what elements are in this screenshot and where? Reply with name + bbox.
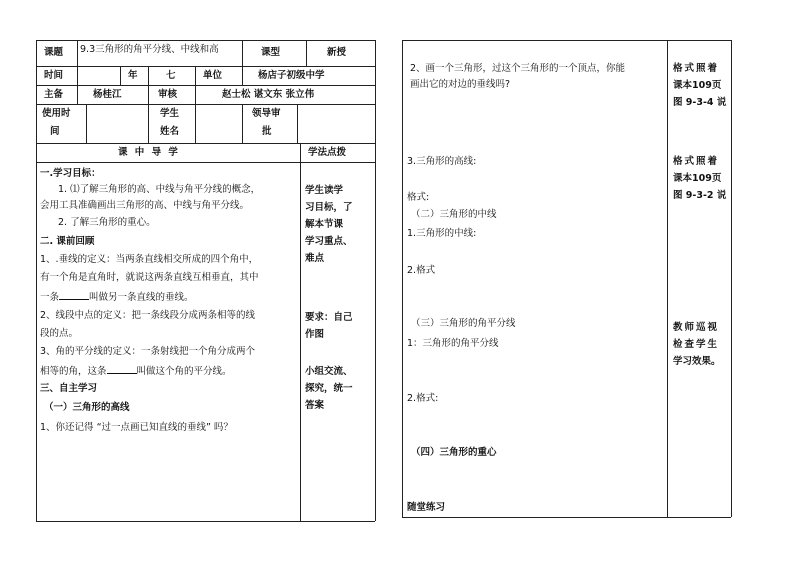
objective-1b: 会用工具准确画出三角形的高、中线与角平分线。 [40, 200, 250, 211]
side-note-3b: 检查学生 [673, 339, 720, 350]
review-heading: 二. 课前回顾 [40, 236, 95, 247]
question-2b: 画出它的对边的垂线吗? [410, 79, 511, 90]
section-heading-guide: 课 中 导 学 [118, 147, 180, 158]
usage-time-key-2: 间 [50, 126, 60, 137]
note-8: 小组交流、 [305, 366, 353, 377]
student-key: 学生 [160, 108, 180, 119]
lesson-topic: 9.3三角形的角平分线、中线和高 [80, 44, 219, 55]
bisector-heading: （三）三角形的角平分线 [411, 318, 516, 329]
median-line: 1.三角形的中线: [407, 228, 477, 239]
question-2a: 2、画一个三角形，过这个三角形的一个顶点，你能 [410, 63, 626, 74]
side-note-2b: 课本109页 [673, 173, 722, 184]
note-7: 作图 [305, 329, 325, 340]
reviewer-key: 审核 [158, 89, 178, 100]
review-2b: 段的点。 [40, 328, 79, 339]
centroid-heading: （四）三角形的重心 [411, 447, 497, 458]
author-key: 主备 [44, 89, 64, 100]
note-5: 难点 [305, 253, 325, 264]
unit-value: 杨店子初级中学 [258, 70, 325, 81]
format-label-2: 2.格式 [407, 265, 436, 276]
format-label-1: 格式: [407, 192, 430, 203]
note-9: 探究，统一 [305, 383, 353, 394]
median-heading: （二）三角形的中线 [411, 209, 497, 220]
topic-key: 课题 [44, 47, 64, 58]
altitude-heading: （一）三角形的高线 [44, 402, 130, 413]
leader-approval-key: 领导审 [252, 108, 281, 119]
usage-time-key: 使用时 [42, 108, 71, 119]
side-note-2a: 格式照着 [673, 156, 720, 167]
review-2a: 2、线段中点的定义：把一条线段分成两条相等的线 [40, 310, 256, 321]
question-1: 1、你还记得 “过一点画已知直线的垂线” 吗？ [40, 422, 233, 433]
bisector-line: 1：三角形的角平分线 [407, 338, 499, 349]
objectives-heading: 一.学习目标： [40, 168, 101, 179]
year-key: 年 [128, 70, 138, 81]
self-study-heading: 三、自主学习 [40, 383, 98, 394]
objective-1a: 1. ⑴了解三角形的高、中线与角平分线的概念， [58, 184, 261, 195]
author-value: 杨桂江 [93, 89, 122, 100]
blank-line[interactable] [59, 289, 89, 300]
review-1a: 1、.垂线的定义：当两条直线相交所成的四个角中， [40, 254, 259, 265]
grade-value: 七 [166, 70, 176, 81]
practice-heading: 随堂练习 [407, 502, 446, 513]
review-3a: 3、角的平分线的定义：一条射线把一个角分成两个 [40, 346, 256, 357]
lesson-type-value: 新授 [327, 47, 347, 58]
student-key-2: 姓名 [160, 126, 180, 137]
side-note-1b: 课本109页 [673, 80, 722, 91]
review-3b: 相等的角，这条 叫做这个角的平分线。 [40, 363, 232, 379]
side-note-1a: 格式照着 [673, 63, 720, 74]
leader-approval-key-2: 批 [262, 126, 272, 137]
note-6: 要求：自己 [305, 312, 353, 323]
side-note-3c: 学习效果。 [673, 356, 721, 367]
reviewer-value: 赵士松 谌文东 张立伟 [222, 89, 315, 100]
note-1: 学生读学 [305, 185, 344, 196]
review-1b: 有一个角是直角时，就说这两条直线互相垂直，其中 [40, 272, 259, 283]
blank-line[interactable] [107, 363, 137, 374]
time-key: 时间 [44, 70, 64, 81]
note-2: 习目标，了 [305, 202, 353, 213]
side-note-2c: 图 9-3-2 说 [673, 190, 727, 201]
section-heading-method: 学法点拨 [308, 147, 347, 158]
unit-key: 单位 [203, 70, 223, 81]
note-10: 答案 [305, 400, 325, 411]
objective-2: 2. 了解三角形的重心。 [58, 217, 156, 228]
note-4: 学习重点、 [305, 236, 353, 247]
note-3: 解本节课 [305, 219, 344, 230]
altitude-line: 3.三角形的高线: [407, 156, 477, 167]
side-note-1c: 图 9-3-4 说 [673, 97, 727, 108]
format-label-3: 2.格式: [407, 393, 439, 404]
lesson-type-key: 课型 [261, 47, 281, 58]
side-note-3a: 教师巡视 [673, 322, 720, 333]
review-1c: 一条 叫做另一条直线的垂线。 [40, 289, 194, 305]
